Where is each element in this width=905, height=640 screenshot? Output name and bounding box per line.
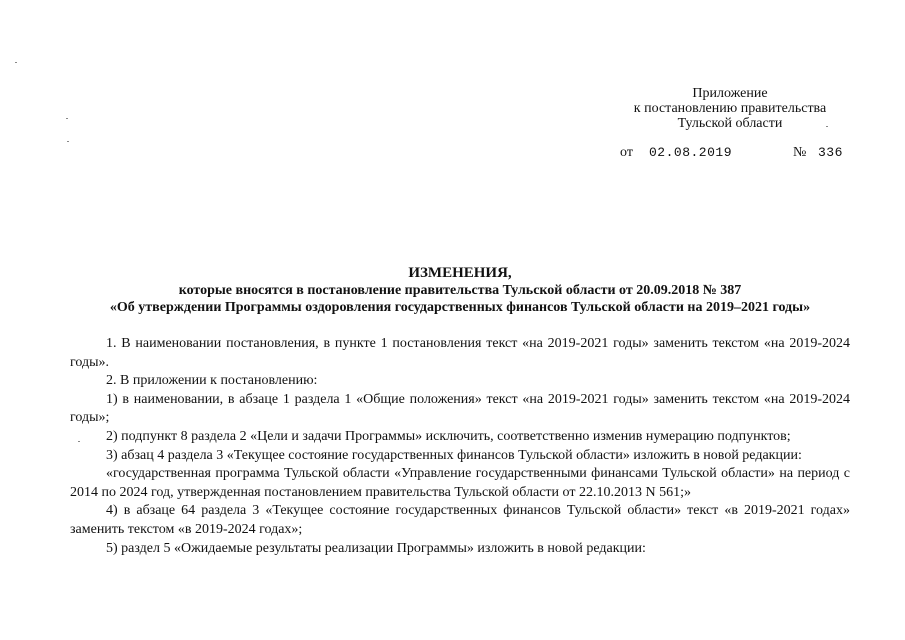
appendix-line-2: к постановлению правительства	[633, 101, 827, 116]
scan-speck	[15, 62, 17, 63]
paragraph-8: 5) раздел 5 «Ожидаемые результаты реализации Программы» изложить в новой редакции:	[106, 540, 646, 556]
date-value: 02.08.2019	[649, 145, 733, 160]
paragraph-7: 4) в абзаце 64 раздела 3 «Текущее состояние государственных финансов Тульской области» текст «в 2019-2021 годах» заменить текстом «в 2019-2024 годах»;	[70, 503, 850, 537]
heading-line-1: которые вносятся в постановление правительства Тульской области от 20.09.2018 № 387	[178, 283, 742, 298]
heading-title: ИЗМЕНЕНИЯ,	[408, 265, 512, 281]
number-prefix: №	[793, 145, 807, 160]
paragraph-6: «государственная программа Тульской области «Управление государственными финансами Тульской области» на период с 2014 по 2024 год, утвержденная постановлением правительства Тульской области от 22.10.2013 N 561;»	[70, 466, 850, 500]
scan-speck	[826, 126, 828, 127]
paragraph-5: 3) абзац 4 раздела 3 «Текущее состояние государственных финансов Тульской области» изложить в новой редакции:	[106, 447, 802, 463]
appendix-block	[610, 86, 850, 131]
number-value: 336	[818, 145, 843, 160]
paragraph-2: 2. В приложении к постановлению:	[106, 373, 318, 389]
appendix-line-1: Приложение	[692, 86, 768, 101]
heading-line-2: «Об утверждении Программы оздоровления государственных финансов Тульской области на 2019–2021 годы»	[109, 300, 811, 315]
paragraph-3: 1) в наименовании, в абзаце 1 раздела 1 «Общие положения» текст «на 2019-2021 годы» заменить текстом «на 2019-2024 годы»;	[70, 391, 850, 426]
document-body	[70, 335, 850, 558]
paragraph-4: 2) подпункт 8 раздела 2 «Цели и задачи Программы» исключить, соответственно изменив нумерацию подпунктов;	[106, 428, 791, 444]
paragraph-1: 1. В наименовании постановления, в пункте 1 постановления текст «на 2019-2021 годы» заменить текстом «на 2019-2024 годы».	[70, 336, 850, 370]
date-prefix: от	[620, 145, 633, 160]
scan-speck	[67, 141, 69, 142]
scan-speck	[78, 441, 80, 442]
document-heading	[60, 265, 860, 316]
appendix-line-3: Тульской области	[677, 116, 783, 131]
scan-speck	[66, 118, 68, 119]
